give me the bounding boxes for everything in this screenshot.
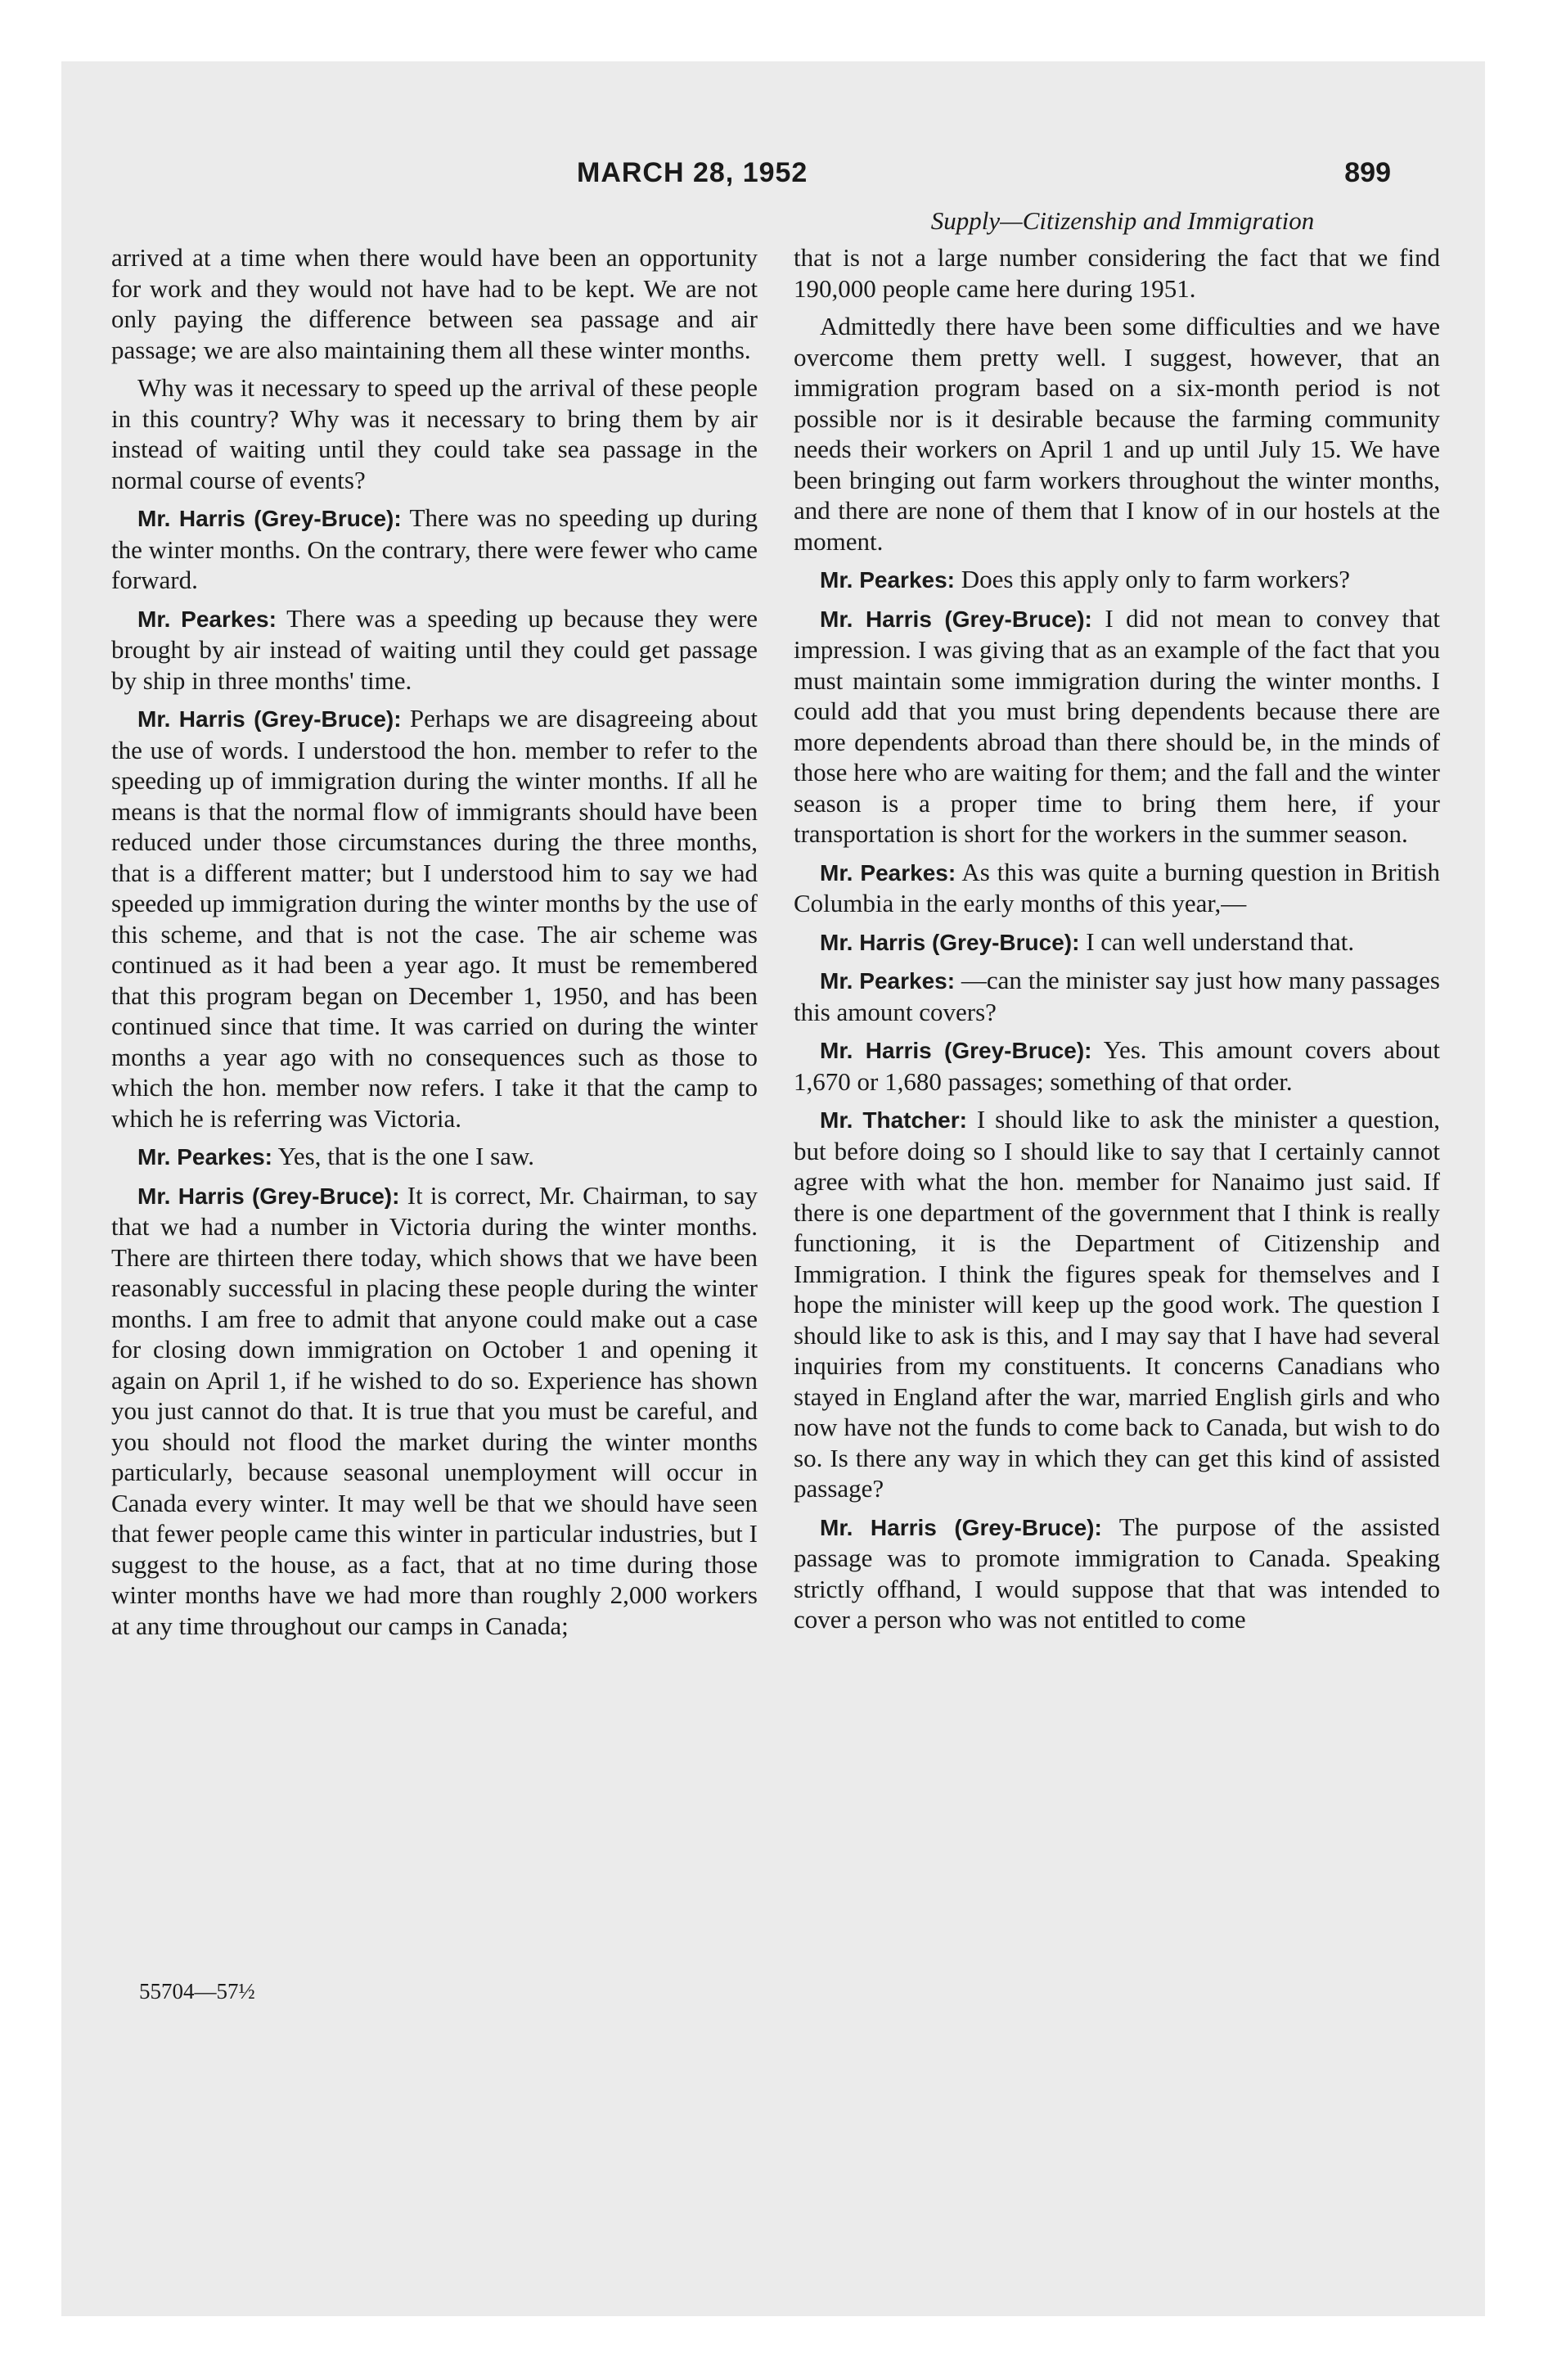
paragraph-text: Yes, that is the one I saw. [277, 1142, 535, 1170]
speaker-name: Mr. Harris (Grey-Bruce): [820, 1514, 1102, 1540]
paragraph [794, 965, 1440, 1027]
paragraph-text: that is not a large number considering the fact that we find 190,000 people came here during 1951. [794, 243, 1440, 303]
paragraph-text: Admittedly there have been some difficulties and we have overcome them pretty well. I suggest, however, that an immigration program based on a six-month period is not possible nor is it desirable because the farming community needs their workers on April 1 and up until July 15. We have been bringing out farm workers throughout the winter months, and there are none of them that I know of in our hostels at the moment. [794, 312, 1440, 556]
page-number: 899 [1344, 157, 1391, 188]
paragraph-text: There was no speeding up during the winter months. On the contrary, there were fewer who came forward. [111, 503, 758, 594]
right-column [794, 242, 1440, 1643]
speaker-name: Mr. Harris (Grey-Bruce): [820, 929, 1080, 955]
footer-code: 55704—57½ [139, 1979, 255, 2004]
paragraph [111, 503, 758, 596]
paragraph [794, 564, 1440, 596]
paragraph [111, 1141, 758, 1173]
paragraph [794, 1512, 1440, 1635]
speaker-name: Mr. Harris (Grey-Bruce): [137, 1183, 400, 1209]
paragraph-text: I should like to ask the minister a question, but before doing so I should like to say that I certainly cannot agree with what the hon. member for Nanaimo just said. If there is one department of the government that I think is really functioning, it is the Department of Citizenship and Immigration. I think the figures speak for themselves and I hope the minister will keep up the good work. The question I should like to ask is this, and I may say that I have had several inquiries from my constituents. It concerns Canadians who stayed in England after the war, married English girls and who now have not the funds to come back to Canada, but wish to do so. Is there any way in which they can get this kind of assisted passage? [794, 1105, 1441, 1503]
speaker-name: Mr. Harris (Grey-Bruce): [137, 506, 402, 531]
paragraph [794, 1034, 1440, 1097]
speaker-name: Mr. Pearkes: [820, 968, 956, 994]
speaker-name: Mr. Thatcher: [820, 1107, 967, 1133]
section-heading: Supply—Citizenship and Immigration [930, 206, 1315, 235]
speaker-name: Mr. Pearkes: [820, 567, 955, 593]
paragraph [794, 857, 1440, 919]
left-column [111, 242, 758, 1648]
paragraph-text: —can the minister say just how many passages this amount covers? [794, 966, 1440, 1026]
paragraph [111, 242, 758, 365]
paragraph [111, 1180, 758, 1642]
paragraph-text: Why was it necessary to speed up the arrival of these people in this country? Why was it necessary to bring them by air instead of waiting until they could take sea passage in the normal course of events? [111, 373, 758, 494]
paragraph [794, 603, 1440, 850]
speaker-name: Mr. Pearkes: [137, 606, 277, 632]
page-date: MARCH 28, 1952 [577, 157, 808, 188]
paragraph-text: Does this apply only to farm workers? [961, 565, 1350, 593]
paragraph-text: It is correct, Mr. Chairman, to say that we had a number in Victoria during the winter months. There are thirteen there today, which shows that we have been reasonably successful in placing these people during the winter months. I am free to admit that anyone could make out a case for closing down immigration on October 1 and opening it again on April 1, if he wished to do so. Experience has shown you just cannot do that. It is true that you must be careful, and you should not flood the market during the winter months particularly, because seasonal unemployment will occur in Canada every winter. It may well be that we should have seen that fewer people came this winter in particular industries, but I suggest to the house, as a fact, that at no time during those winter months have we had more than roughly 2,000 workers at any time throughout our camps in Canada; [111, 1180, 758, 1640]
speaker-name: Mr. Harris (Grey-Bruce): [820, 1038, 1092, 1063]
paragraph [794, 926, 1440, 958]
paragraph [794, 242, 1440, 304]
paragraph [794, 311, 1440, 557]
paragraph-text: The purpose of the assisted passage was to promote immigration to Canada. Speaking strictly offhand, I would suppose that that was intended to cover a person who was not entitled to come [794, 1512, 1440, 1634]
paragraph [794, 1104, 1440, 1504]
paragraph-text: I did not mean to convey that impression. I was giving that as an example of the fact that you must maintain some immigration during the winter months. I could add that you must bring dependents because there are more dependents abroad than there should be, in the minds of those here who are waiting for them; and the fall and the winter season is a proper time to bring them here, if your transportation is short for the workers in the summer season. [794, 603, 1441, 848]
speaker-name: Mr. Pearkes: [820, 859, 956, 886]
speaker-name: Mr. Pearkes: [137, 1144, 272, 1170]
speaker-name: Mr. Harris (Grey-Bruce): [820, 606, 1092, 632]
paragraph-text: There was a speeding up because they were brought by air instead of waiting until they could get passage by ship in three months' time. [111, 603, 758, 695]
paragraph-text: Perhaps we are disagreeing about the use of words. I understood the hon. member to refer to the speeding up of immigration during the winter months. If all he means is that the normal flow of immigrants should have been reduced under those circumstances during the three months, that is a different matter; but I understood him to say we had speeded up immigration during the winter months by the use of this scheme, and that is not the case. The air scheme was continued as it had been a year ago. It must be remembered that this program began on December 1, 1950, and has been continued since that time. It was carried on during the winter months a year ago with no consequences such as those to which the hon. member now refers. I take it that the camp to which he is referring was Victoria. [111, 704, 758, 1133]
speaker-name: Mr. Harris (Grey-Bruce): [137, 706, 402, 732]
paragraph-text: As this was quite a burning question in British Columbia in the early months of this year,— [794, 857, 1440, 917]
paragraph [111, 703, 758, 1134]
paragraph-text: I can well understand that. [1086, 926, 1355, 956]
paragraph [111, 603, 758, 696]
paragraph [111, 372, 758, 495]
paragraph-text: arrived at a time when there would have been an opportunity for work and they would not have had to be kept. We are not only paying the difference between sea passage and air passage; we are also maintaining them all these winter months. [111, 243, 758, 364]
paragraph-text: Yes. This amount covers about 1,670 or 1,680 passages; something of that order. [794, 1035, 1440, 1096]
